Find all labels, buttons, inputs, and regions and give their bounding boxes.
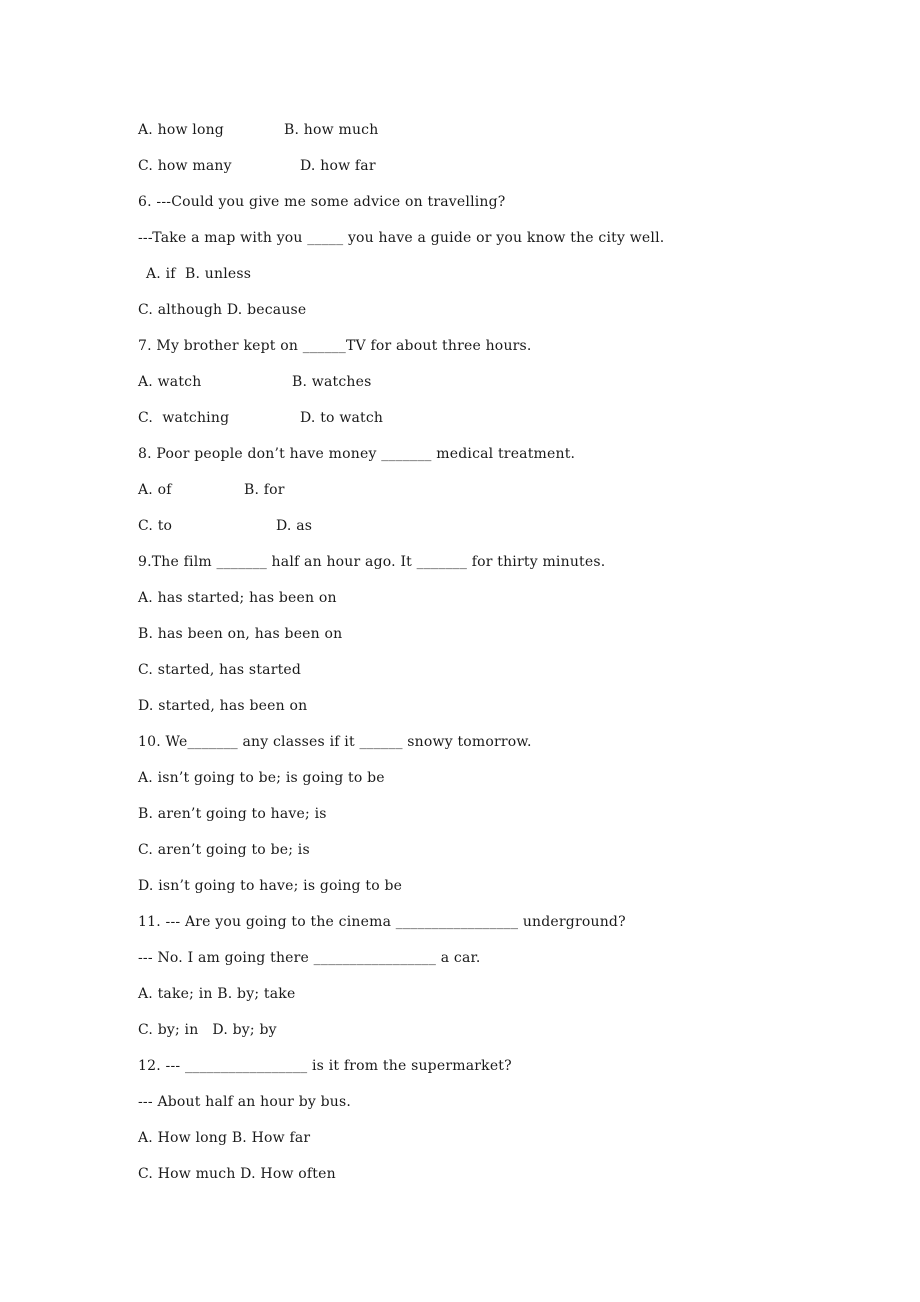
options-q5-ab — [138, 120, 379, 140]
question-6-prompt: 6. ---Could you give me some advice on travelling? — [138, 194, 506, 210]
option-c: C. to — [138, 518, 173, 534]
option-b: B. for — [244, 482, 285, 498]
options-q12-ab: A. How long B. How far — [138, 1130, 311, 1146]
option-q9-c: C. started, has started — [138, 662, 302, 678]
options-q11-cd: C. by; in D. by; by — [138, 1022, 277, 1038]
options-q11-ab: A. take; in B. by; take — [138, 986, 296, 1002]
options-q12-cd: C. How much D. How often — [138, 1166, 336, 1182]
option-a: A. of — [138, 482, 172, 498]
option-q10-d: D. isn’t going to have; is going to be — [138, 878, 403, 894]
question-11-prompt: 11. --- Are you going to the cinema _________________ underground? — [138, 914, 626, 930]
options-q8-ab — [138, 480, 285, 500]
question-8: 8. Poor people don’t have money _______ medical treatment. — [138, 446, 576, 462]
option-d: D. as — [276, 518, 313, 534]
option-q9-a: A. has started; has been on — [138, 590, 337, 606]
option-q10-c: C. aren’t going to be; is — [138, 842, 310, 858]
option-ab: A. if B. unless — [146, 266, 252, 282]
options-q6-cd — [138, 300, 307, 320]
option-c: C. watching — [138, 410, 230, 426]
question-7: 7. My brother kept on ______TV for about three hours. — [138, 338, 532, 354]
options-q5-cd — [138, 156, 376, 176]
option-d: D. how far — [300, 158, 376, 174]
option-c: C. how many — [138, 158, 232, 174]
option-b: B. how much — [284, 122, 379, 138]
question-12-prompt: 12. --- _________________ is it from the supermarket? — [138, 1058, 512, 1074]
options-q6-ab — [138, 264, 252, 284]
option-q9-b: B. has been on, has been on — [138, 626, 343, 642]
option-b: B. watches — [292, 374, 372, 390]
question-9: 9.The film _______ half an hour ago. It _______ for thirty minutes. — [138, 554, 606, 570]
option-a: A. how long — [138, 122, 224, 138]
option-d: D. to watch — [300, 410, 384, 426]
question-10: 10. We_______ any classes if it ______ snowy tomorrow. — [138, 734, 532, 750]
question-11-response: --- No. I am going there _________________ a car. — [138, 950, 481, 966]
option-q10-a: A. isn’t going to be; is going to be — [138, 770, 385, 786]
question-6-response: ---Take a map with you _____ you have a guide or you know the city well. — [138, 230, 665, 246]
options-q7-ab — [138, 372, 372, 392]
question-12-response: --- About half an hour by bus. — [138, 1094, 352, 1110]
options-q8-cd — [138, 516, 313, 536]
option-q9-d: D. started, has been on — [138, 698, 308, 714]
options-q7-cd — [138, 408, 384, 428]
option-a: A. watch — [138, 374, 202, 390]
option-cd: C. although D. because — [138, 302, 307, 318]
option-q10-b: B. aren’t going to have; is — [138, 806, 327, 822]
